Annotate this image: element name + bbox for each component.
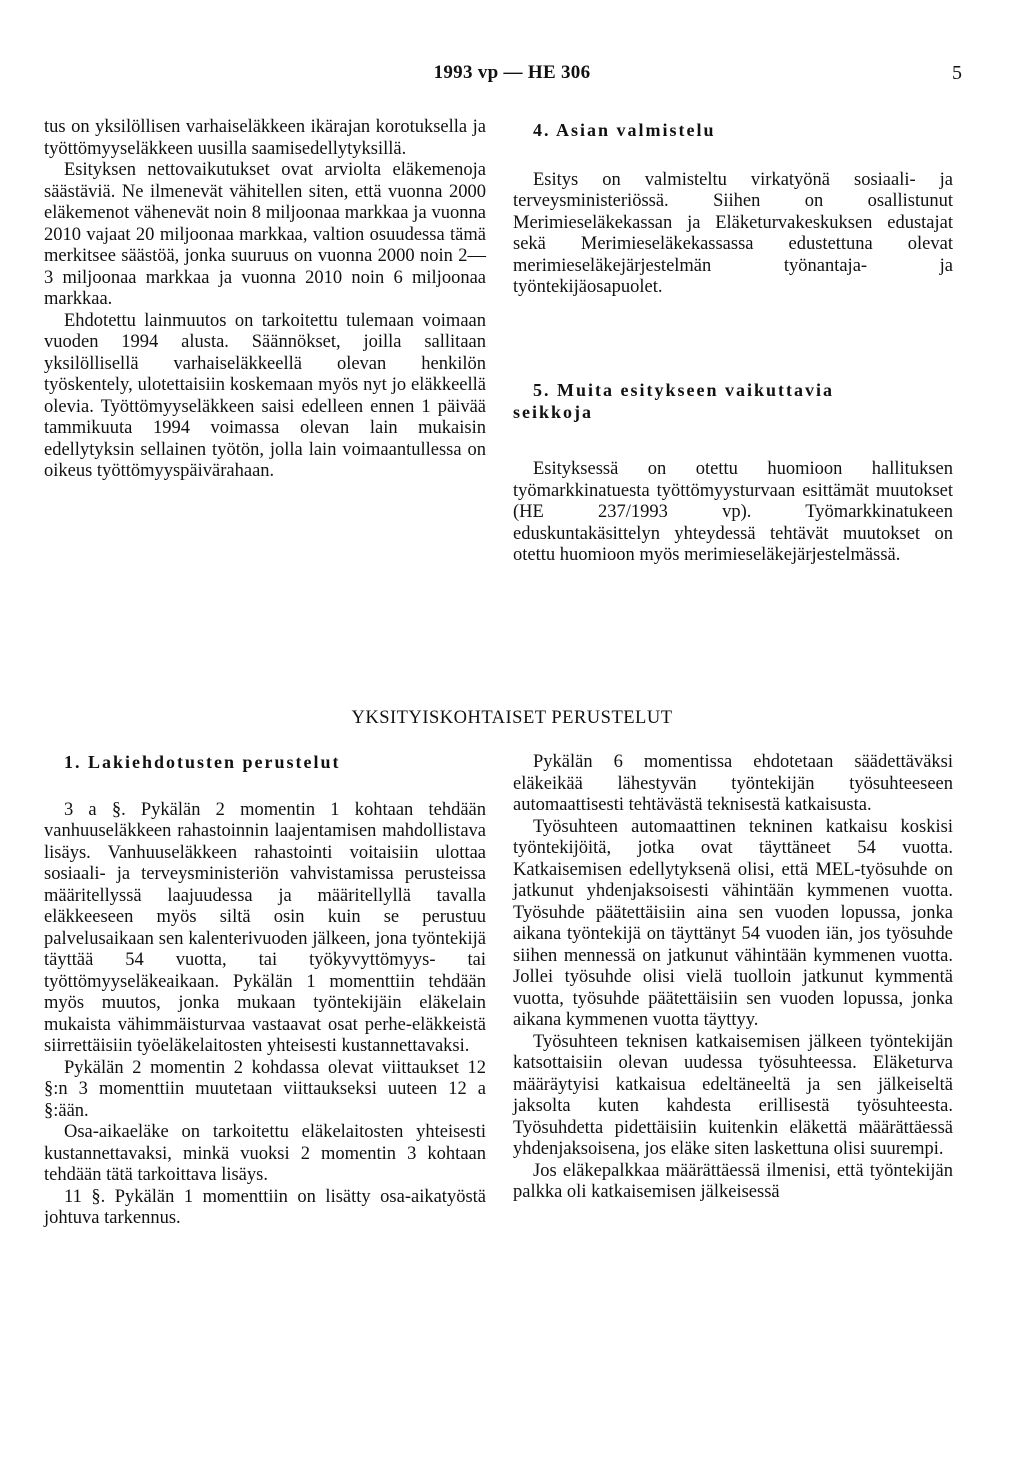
paragraph: Jos eläkepalkkaa määrättäessä ilmenisi, että työntekijän palkka oli katkaisemisen jälkeisessä [513, 1160, 953, 1202]
top-left-column [44, 117, 486, 483]
paragraph: Osa-aikaeläke on tarkoitettu eläkelaitosten yhteisesti kustannettavaksi, minkä vuoksi 2 momentin 3 kohtaan tehdään tätä tarkoittava lisäys. [44, 1122, 486, 1185]
paragraph: Esityksen nettovaikutukset ovat arviolta eläkemenoja säästäviä. Ne ilmenevät vähitellen siten, että vuonna 2000 eläkemenot vähenevät noin 8 miljoonaa markkaa ja vuonna 2010 vajaat 20 miljoonaa markkaa, valtion osuudessa tämä merkitsee säästöä, jonka suuruus on vuonna 2000 noin 2—3 miljoonaa markkaa ja vuonna 2010 noin 6 miljoonaa markkaa. [44, 160, 486, 309]
section-heading-1: 1. Lakiehdotusten perustelut [64, 752, 341, 772]
section-heading-4: 4. Asian valmistelu [533, 120, 716, 140]
paragraph: Työsuhteen teknisen katkaisemisen jälkeen työntekijän katsottaisiin olevan uudessa työsuhteessa. Eläketurva määräytyisi katkaisua edeltäneeltä ja sen jälkeiseltä jaksolta kuten kahdesta erillisestä työsuhteesta. Työsuhdetta pidettäisiin kuitenkin eläkettä määrättäessä yhdenjaksoisena, jos eläke siten laskettuna olisi suurempi. [513, 1031, 953, 1159]
paragraph: 3 a §. Pykälän 2 momentin 1 kohtaan tehdään vanhuuseläkkeen rahastoinnin laajentamisen mahdollistava lisäys. Vanhuuseläkkeen rahastointi voitaisiin ulottaa sosiaali- ja terveysministeriön vahvistamissa perusteissa määritellyssä laajuudessa ja määritellyllä tavalla eläkkeeseen myös siltä osin kuin se perustuu palvelusaikaan sen kalenterivuoden jälkeen, jona työntekijä täyttää 54 vuotta, tai työkyvyttömyys- tai työttömyyseläkeaikaan. Pykälän 1 momenttiin tehdään myös muutos, jonka mukaan työntekijäin eläkelain mukaista vähimmäisturvaa vastaavat osat perhe-eläkkeistä siirrettäisiin työeläkelaitosten yhteisesti kustannettavaksi. [44, 799, 486, 1056]
running-header: 1993 vp — HE 306 [433, 62, 591, 83]
section-title: YKSITYISKOHTAISET PERUSTELUT [351, 708, 673, 728]
paragraph: Työsuhteen automaattinen tekninen katkaisu koskisi työntekijöitä, jotka ovat täyttäneet 54 vuotta. Katkaisemisen edellytyksenä olisi, että MEL-työsuhde on jatkunut yhdenjaksoisesti vähintään kymmenen vuotta. Työsuhde päätettäisiin aina sen vuoden lopussa, jonka aikana työntekijä on täyttänyt 54 vuoden iän, jos työsuhde siihen mennessä on jatkunut vähintään kymmenen vuotta. Jollei työsuhde olisi vielä tuolloin jatkunut kymmentä vuotta, työsuhde päätettäisiin sen vuoden lopussa, jonka aikana kymmenen vuotta täyttyy. [513, 816, 953, 1030]
paragraph: Esitys on valmisteltu virkatyönä sosiaali- ja terveysministeriössä. Siihen on osallistunut Merimieseläkekassan ja Eläketurvakeskuksen edustajat sekä Merimieseläkekassassa edustettuna olevat merimieseläkejärjestelmän työnantaja- ja työntekijäosapuolet. [513, 169, 953, 297]
paragraph: Esityksessä on otettu huomioon hallituksen työmarkkinatuesta työttömyysturvaan esittämät muutokset (HE 237/1993 vp). Työmarkkinatukeen eduskuntakäsittelyn yhteydessä tehtävät muutokset on otettu huomioon myös merimieseläkejärjestelmässä. [513, 459, 953, 565]
page-number: 5 [952, 62, 962, 84]
top-right-column [513, 120, 953, 299]
bottom-right-column [513, 752, 953, 1204]
paragraph: Pykälän 6 momentissa ehdotetaan säädettäväksi eläkeikää lähestyvän työntekijän työsuhteeseen automaattisesti tehtävästä teknisestä katkaisusta. [513, 752, 953, 815]
section-heading-5: 5. Muita esitykseen vaikuttavia seikkoja [513, 380, 835, 422]
paragraph: Ehdotettu lainmuutos on tarkoitettu tulemaan voimaan vuoden 1994 alusta. Säännökset, joilla sallitaan yksilöllisellä varhaiseläkkeellä olevan henkilön työskentely, ulotettaisiin koskemaan myös nyt jo eläkkeellä olevia. Työttömyyseläkkeen saisi edelleen ennen 1 päivää tammikuuta 1994 voimassa olevan lain mukaisin edellytyksin sellainen työtön, jolla lain voimaantullessa on oikeus työttömyyspäivärahaan. [44, 310, 486, 481]
paragraph: Pykälän 2 momentin 2 kohdassa olevat viittaukset 12 §:n 3 momenttiin muutetaan viittaukseksi uuteen 12 a §:ään. [44, 1057, 486, 1121]
bottom-left-column [44, 752, 486, 1230]
paragraph: tus on yksilöllisen varhaiseläkkeen ikärajan korotuksella ja työttömyyseläkkeen uusilla saamisedellytyksillä. [44, 117, 486, 159]
top-right-column-section5 [513, 380, 953, 567]
paragraph: 11 §. Pykälän 1 momenttiin on lisätty osa-aikatyöstä johtuva tarkennus. [44, 1186, 486, 1228]
